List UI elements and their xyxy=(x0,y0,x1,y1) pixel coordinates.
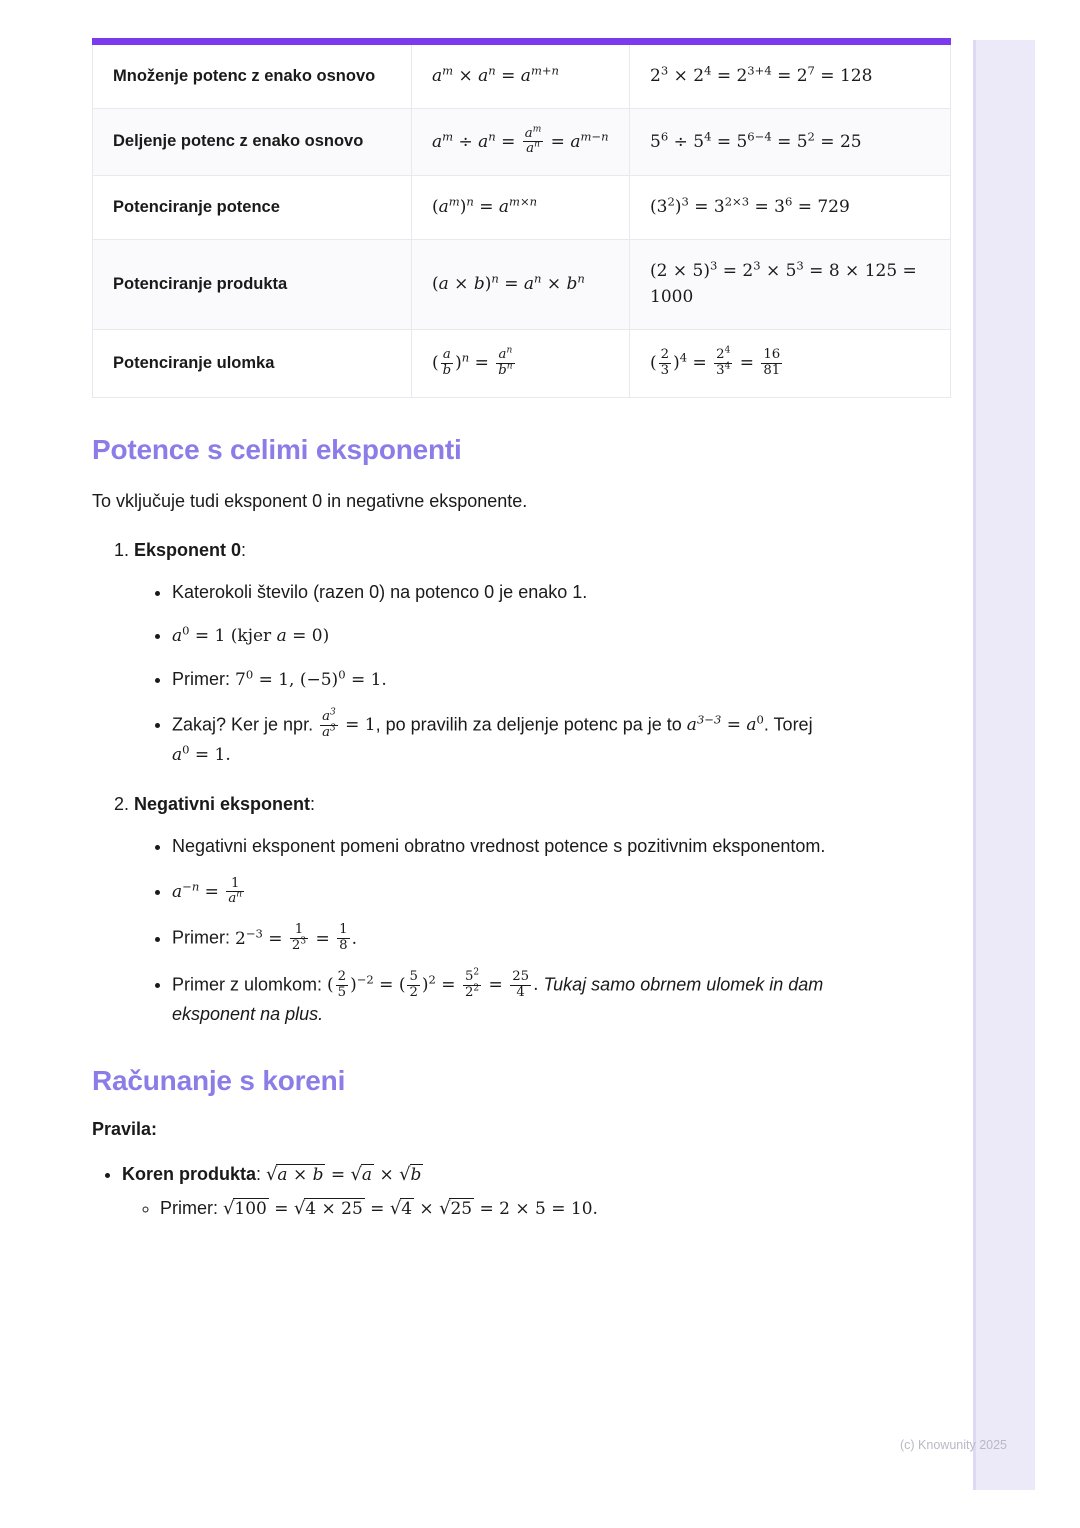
list-item: • Negativni eksponent pomeni obratno vrednost potence s pozitivnim eksponentom. xyxy=(172,833,827,861)
sublist xyxy=(122,1195,827,1223)
table-row xyxy=(93,329,951,397)
list-item: ◦ Primer: √100 = √4 × 25 = √4 × √25 = 2 × 5 = 10. xyxy=(160,1195,827,1223)
rule-name: Potenciranje ulomka xyxy=(93,329,412,397)
list-item xyxy=(134,791,827,1029)
item-title: Negativni eksponent xyxy=(134,793,311,814)
rule-example: ( $\frac{2}{3}$ )$^4$ = $\frac{2^4}{3^4}$ = $\frac{16}{81}$ xyxy=(630,329,951,397)
roots-rules-list xyxy=(92,1160,827,1223)
list-item: • $a^{-n}$ = $\frac{1}{a^n}$ xyxy=(172,877,827,908)
document-content xyxy=(92,38,917,1227)
page-side-strip xyxy=(975,40,1035,1490)
rule-formula: $(a \times b)^n = a^n \times b^n$ xyxy=(412,239,630,329)
rule-formula: $a^m \div a^n$ = $\frac{a^m}{a^n}$ = $a^{m-n}$ xyxy=(412,108,630,176)
rule-formula: $a^m \times a^n = a^{m+n}$ xyxy=(412,42,630,109)
note-text: Tukaj samo obrnem ulomek in dam eksponent na plus. xyxy=(172,974,824,1024)
rule-example: $(2 \times 5)^3 = 2^3 \times 5^3 = 8 \times 125 = 1000$ xyxy=(630,239,951,329)
page-side-divider xyxy=(973,40,976,1490)
list-item xyxy=(134,537,827,769)
copyright-footer: (c) Knowunity 2025 xyxy=(900,1438,1008,1452)
table-row xyxy=(93,108,951,176)
list-item: • Koren produkta: √a × b = √a × √b ◦ Primer: √100 = √4 × 25 = √4 × √25 = 2 × 5 = 10. xyxy=(122,1160,827,1223)
rule-label: Koren produkta xyxy=(122,1163,257,1184)
list-item: • $a^0 = 1$ (kjer a = 0) xyxy=(172,622,827,650)
rule-name: Deljenje potenc z enako osnovo xyxy=(93,108,412,176)
table-row xyxy=(93,42,951,109)
item-title-suffix: : xyxy=(241,539,247,560)
sublist xyxy=(134,579,827,769)
section-heading-powers: Potence s celimi eksponenti xyxy=(92,433,462,465)
list-item: • Primer: $2^{-3}$ = $\frac{1}{2^3}$ = $\frac{1}{8}$ . xyxy=(172,923,827,954)
list-item: • Zakaj? Ker je npr. $\frac{a^3}{a^3}$ = 1, po pravilih za deljenje potenc pa je to $a^{3-3} = a^0$. Torej $a^0 = 1$. xyxy=(172,710,827,769)
list-item: • Katerokoli število (razen 0) na potenco 0 je enako 1. xyxy=(172,579,827,607)
sublist xyxy=(134,833,827,1029)
item-title: Eksponent 0 xyxy=(134,539,242,560)
rule-name: Potenciranje potence xyxy=(93,176,412,240)
list-item: • Primer z ulomkom: ( $\frac{2}{5}$ )$^{-2}$ = ( $\frac{5}{2}$ )$^2$ = $\frac{5^2}{2^2}$ = $\frac{25}{4}$ . Tukaj samo obrnem ulomek in dam eksponent na plus. xyxy=(172,970,827,1029)
power-rules-table xyxy=(92,38,951,398)
section-heading-roots: Računanje s koreni xyxy=(92,1064,346,1096)
powers-list xyxy=(92,537,827,1029)
table-row xyxy=(93,239,951,329)
table-row xyxy=(93,176,951,240)
rule-name: Množenje potenc z enako osnovo xyxy=(93,42,412,109)
item-title-suffix: : xyxy=(310,793,316,814)
rule-example: $(3^2)^3 = 3^{2\times 3} = 3^6 = 729$ xyxy=(630,176,951,240)
rule-example: $5^6 \div 5^4 = 5^{6-4} = 5^2 = 25$ xyxy=(630,108,951,176)
list-item: • Primer: $7^0 = 1$, $(-5)^0 = 1$. xyxy=(172,666,827,694)
rule-formula: ( $\frac{a}{b}$ )$^n$ = $\frac{a^n}{b^n}$ xyxy=(412,329,630,397)
section-intro-text: To vključuje tudi eksponent 0 in negativne eksponente. xyxy=(92,490,528,511)
rule-example: $2^3 \times 2^4 = 2^{3+4} = 2^7 = 128$ xyxy=(630,42,951,109)
roots-subheading: Pravila: xyxy=(92,1118,158,1139)
rule-name: Potenciranje produkta xyxy=(93,239,412,329)
rule-formula: $(a^m)^n = a^{m\times n}$ xyxy=(412,176,630,240)
